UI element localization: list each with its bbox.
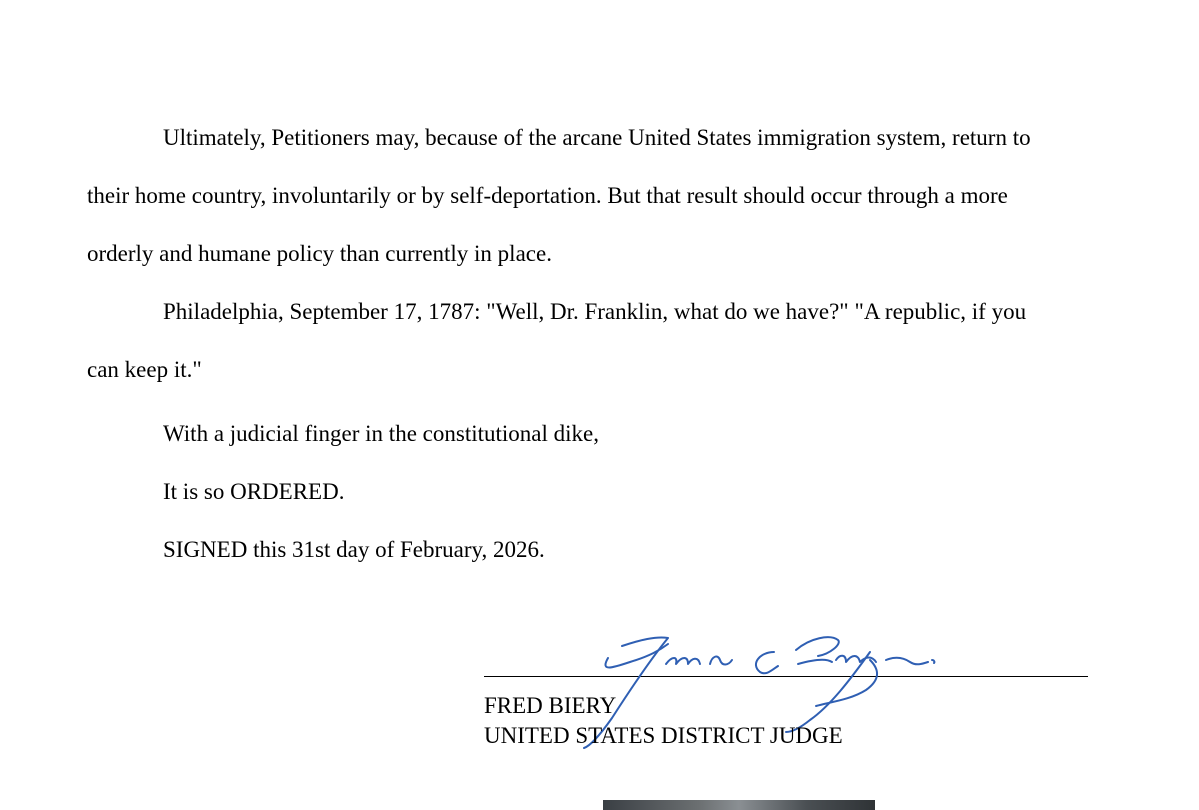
paragraph1-line2: their home country, involuntarily or by self-deportation. But that result should occur through a more <box>87 183 1008 208</box>
closing-line: With a judicial finger in the constitutional dike, <box>163 421 599 446</box>
paragraph1-line3: orderly and humane policy than currently in place. <box>87 241 552 266</box>
paragraph2-line2: can keep it." <box>87 357 202 382</box>
paragraph1-line1: Ultimately, Petitioners may, because of the arcane United States immigration system, return to <box>163 125 1031 150</box>
paragraph2-line1: Philadelphia, September 17, 1787: "Well, Dr. Franklin, what do we have?" "A republic, if you <box>163 299 1027 324</box>
judge-name: FRED BIERY <box>484 693 617 718</box>
order-line: It is so ORDERED. <box>163 479 345 504</box>
judge-title: UNITED STATES DISTRICT JUDGE <box>484 723 843 748</box>
photo-edge <box>603 800 875 810</box>
signed-line: SIGNED this 31st day of February, 2026. <box>163 537 545 562</box>
